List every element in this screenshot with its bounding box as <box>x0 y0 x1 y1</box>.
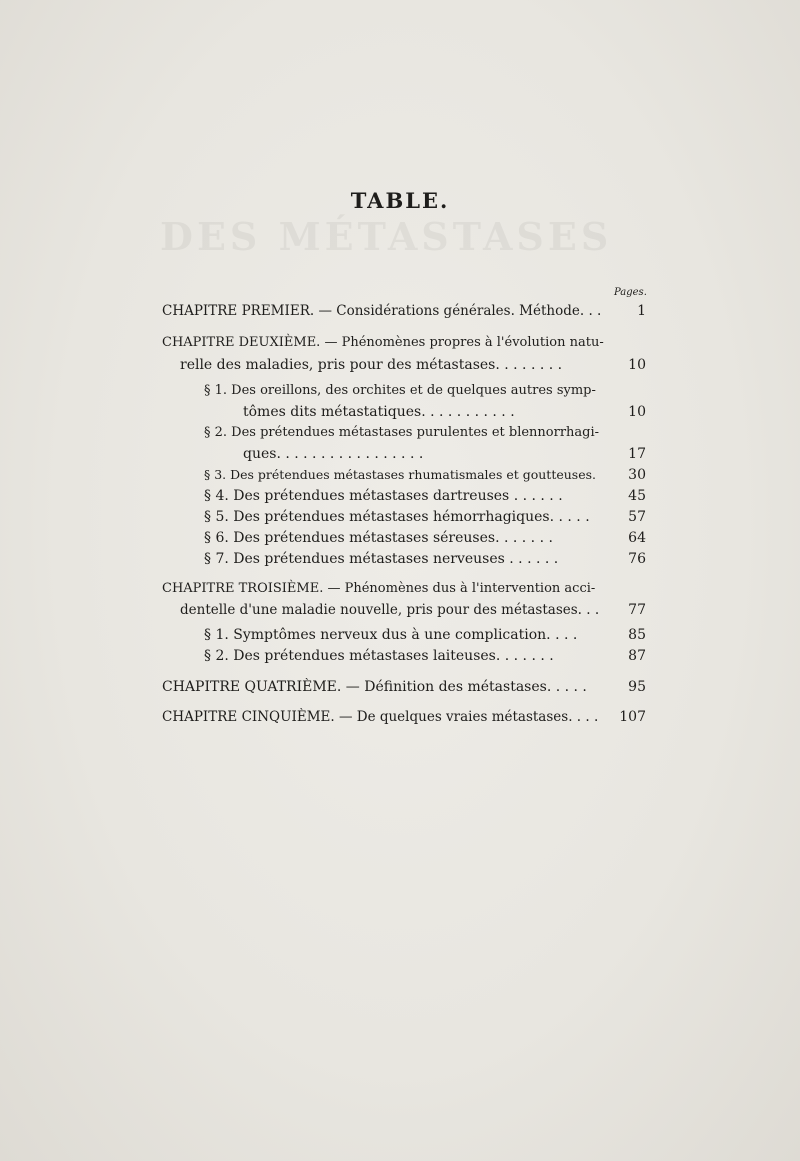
toc-page-number: 87 <box>628 648 646 664</box>
toc-entry-section: § 3. Des prétendues métastases rhumatismales et goutteuses. <box>204 467 597 482</box>
toc-page-number: 85 <box>628 627 646 643</box>
toc-page-number: 107 <box>619 709 646 725</box>
toc-page-number: 10 <box>628 404 646 420</box>
toc-page-number: 64 <box>628 530 646 546</box>
toc-entry-section: § 2. Des prétendues métastases purulentes et blennorrhagi- <box>204 425 600 440</box>
toc-page-number: 77 <box>628 602 646 618</box>
toc-entry-section: § 5. Des prétendues métastases hémorrhagiques. . . . . <box>204 509 590 525</box>
toc-entry-chapter-3-cont: dentelle d'une maladie nouvelle, pris pour des métastases. . . <box>180 602 600 618</box>
toc-entry-section: § 7. Des prétendues métastases nerveuses . . . . . . <box>204 551 559 567</box>
toc-entry-section: § 2. Des prétendues métastases laiteuses. . . . . . . <box>204 648 554 664</box>
toc-entry-section-cont: ques. . . . . . . . . . . . . . . . . <box>243 446 424 462</box>
page-title: TABLE. <box>350 188 450 213</box>
toc-entry-section: § 1. Symptômes nerveux dus à une complication. . . . <box>204 627 578 643</box>
toc-entry-section: § 4. Des prétendues métastases dartreuses . . . . . . <box>204 488 563 504</box>
toc-page-number: 76 <box>628 551 646 567</box>
toc-page-number: 45 <box>628 488 646 504</box>
bleed-through-text: DES MÉTASTASES <box>160 214 613 259</box>
toc-page-number: 1 <box>637 303 646 319</box>
toc-page-number: 17 <box>628 446 646 462</box>
toc-entry-chapter-3: CHAPITRE TROISIÈME. — Phénomènes dus à l'intervention acci- <box>162 581 596 596</box>
toc-entry-chapter-2: CHAPITRE DEUXIÈME. — Phénomènes propres à l'évolution natu- <box>162 335 604 350</box>
pages-column-label: Pages. <box>614 287 647 298</box>
toc-page-number: 30 <box>628 467 646 483</box>
toc-entry-chapter-5: CHAPITRE CINQUIÈME. — De quelques vraies métastases. . . . <box>162 709 599 725</box>
toc-page-number: 10 <box>628 357 646 373</box>
toc-entry-chapter-1: CHAPITRE PREMIER. — Considérations générales. Méthode. . . <box>162 303 602 319</box>
toc-page-number: 95 <box>628 679 646 695</box>
toc-entry-section: § 6. Des prétendues métastases séreuses. . . . . . . <box>204 530 553 546</box>
toc-entry-section-cont: tômes dits métastatiques. . . . . . . . . . . <box>243 404 515 420</box>
toc-entry-chapter-4: CHAPITRE QUATRIÈME. — Définition des métastases. . . . . <box>162 679 587 695</box>
toc-entry-section: § 1. Des oreillons, des orchites et de quelques autres symp- <box>204 383 596 398</box>
toc-page-number: 57 <box>628 509 646 525</box>
toc-entry-chapter-2-cont: relle des maladies, pris pour des métastases. . . . . . . . <box>180 357 563 373</box>
